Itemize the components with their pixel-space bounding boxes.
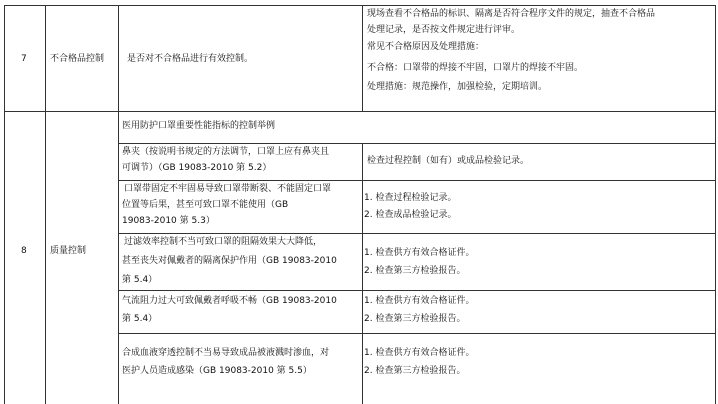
row-8-item: 质量控制 bbox=[50, 246, 87, 256]
col-border-3-row8 bbox=[362, 143, 363, 404]
row-7-method-line: 不合格：口罩带的焊接不牢固，口罩片的焊接不牢固。 bbox=[367, 63, 584, 73]
requirement-line: 第 5.4） bbox=[122, 275, 158, 285]
requirement-line: 气流阻力过大可致佩戴者呼吸不畅（GB 19083-2010 bbox=[122, 296, 337, 306]
method-item: 2. 检查第三方检验报告。 bbox=[364, 266, 466, 276]
col-border-1 bbox=[45, 5, 46, 404]
requirement-line: 19083-2010 第 5.3） bbox=[122, 216, 215, 226]
col-border-2 bbox=[118, 5, 119, 404]
requirement-line: 甚至丧失对佩戴者的隔离保护作用（GB 19083-2010 bbox=[122, 256, 337, 266]
row-7-method-line: 处理记录，是否按文件规定进行评审。 bbox=[367, 25, 521, 35]
row-border-top bbox=[4, 5, 716, 6]
requirement-line: 第 5.4） bbox=[122, 314, 158, 324]
method-item: 1. 检查供方有效合格证件。 bbox=[364, 248, 475, 258]
row-7-method-line: 常见不合格原因及处理措施： bbox=[367, 42, 485, 52]
requirement-line: 口罩带固定不牢固易导致口罩带断裂、不能固定口罩 bbox=[124, 184, 332, 194]
method-item: 1. 检查过程检验记录。 bbox=[364, 193, 457, 203]
requirement-line: 过滤效率控制不当可致口罩的阻隔效果大大降低， bbox=[124, 237, 323, 247]
row-border-7-bottom bbox=[4, 111, 716, 112]
row-7-method-line: 现场查看不合格品的标识、隔离是否符合程序文件的规定，抽查不合格品 bbox=[367, 9, 656, 19]
subrow-border-4 bbox=[118, 333, 716, 334]
col-border-3-row7 bbox=[362, 5, 363, 111]
requirement-line: 可调节）（GB 19083-2010 第 5.2） bbox=[122, 163, 272, 173]
row-8-header: 医用防护口罩重要性能指标的控制举例 bbox=[122, 121, 276, 131]
row-7-requirement: 是否对不合格品进行有效控制。 bbox=[127, 54, 254, 64]
method-item: 2. 检查第三方检验报告。 bbox=[364, 366, 466, 376]
requirement-line: 位置等后果，甚至可致口罩不能使用（GB bbox=[122, 200, 289, 210]
col-border-left bbox=[4, 5, 5, 404]
requirement-line: 鼻夹（按说明书规定的方法调节，口罩上应有鼻夹且 bbox=[122, 147, 330, 157]
subrow-border-3 bbox=[118, 290, 716, 291]
row-8-number: 8 bbox=[21, 246, 27, 256]
method-item: 1. 检查供方有效合格证件。 bbox=[364, 296, 475, 306]
method-item: 2. 检查第三方检验报告。 bbox=[364, 314, 466, 324]
method-item: 2. 检查成品检验记录。 bbox=[364, 210, 457, 220]
row-7-number: 7 bbox=[21, 54, 27, 64]
method-item: 1. 检查供方有效合格证件。 bbox=[364, 348, 475, 358]
requirement-line: 合成血液穿透控制不当易导致成品被液溅时渗血，对 bbox=[122, 348, 330, 358]
row-7-item: 不合格品控制 bbox=[50, 54, 105, 64]
row-7-method-line: 处理措施：规范操作，加强检验，定期培训。 bbox=[367, 82, 548, 92]
col-border-right bbox=[715, 5, 716, 404]
subrow-border-1 bbox=[118, 180, 716, 181]
subrow-border-2 bbox=[118, 233, 716, 234]
method-item: 检查过程控制（如有）或成品检验记录。 bbox=[367, 156, 530, 166]
subrow-border-header bbox=[118, 143, 716, 144]
requirement-line: 医护人员造成感染（GB 19083-2010 第 5.5） bbox=[122, 366, 312, 376]
